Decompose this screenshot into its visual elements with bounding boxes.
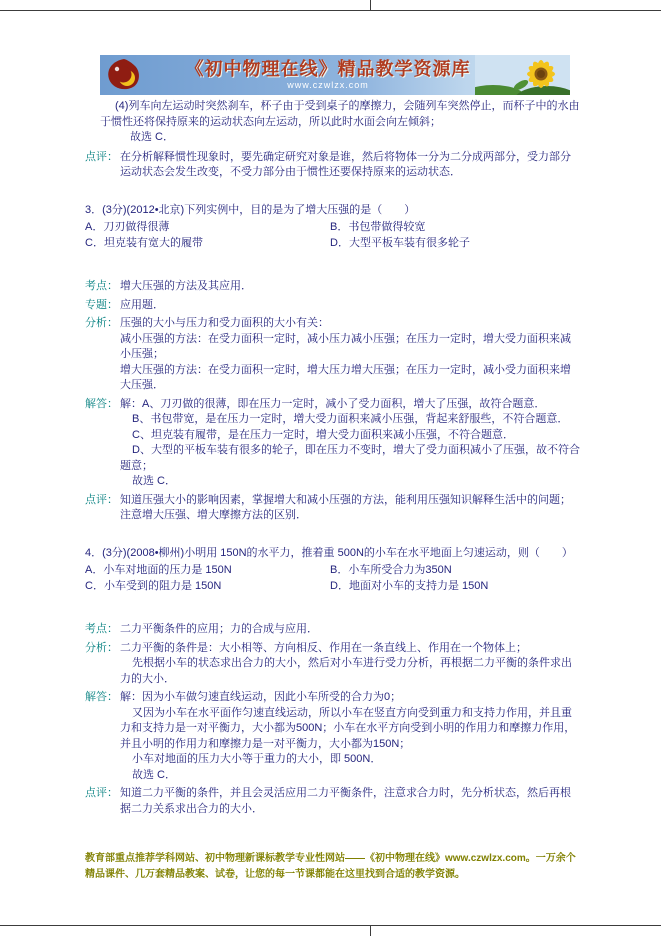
q3-zhuanti-block [85, 298, 580, 314]
text-line: 解：A、刀刃做的很薄，即在压力一定时，减小了受力面积，增大了压强，故符合题意． [120, 397, 546, 410]
label-jieda: 解答： [85, 397, 118, 410]
q4-kaodian-block [85, 622, 580, 638]
banner-title: 《初中物理在线》精品教学资源库 [185, 59, 471, 79]
label-dianping: 点评： [85, 787, 118, 799]
jieda-text [120, 690, 580, 783]
label-kaodian: 考点： [85, 280, 118, 292]
label-zhuanti: 专题： [85, 298, 118, 311]
previous-answer-continuation [85, 99, 580, 146]
q3-dianping-block [85, 493, 580, 524]
label-fenxi: 分析： [85, 317, 118, 329]
q3-kaodian-block [85, 279, 580, 295]
text-line: 压强的大小与压力和受力面积的大小有关： [120, 317, 329, 329]
option-a: A．刀刃做得很薄 [85, 221, 170, 233]
document-content [85, 99, 580, 820]
question-3-stem: 3．(3分)(2012•北京)下列实例中，目的是为了增大压强的是（ ） [85, 203, 416, 216]
q4-jieda-block [85, 690, 580, 783]
dianping-text: 知道压强大小的影响因素，掌握增大和减小压强的方法，能利用压强知识解释生活中的问题；注意增大压强、增大摩擦方法的区别． [120, 493, 571, 521]
label-fenxi: 分析： [85, 641, 118, 654]
comment-block-prev [85, 150, 580, 181]
banner-url-link[interactable]: www.czwlzx.com [287, 80, 369, 90]
text-line: D、大型的平板车装有很多的轮子，即在压力不变时，增大了受力面积减小了压强，故不符合题意； [120, 444, 580, 472]
option-b: B．书包带做得较宽 [330, 221, 426, 233]
option-a: A．小车对地面的压力是 150N [85, 564, 232, 576]
text-line: 小车对地面的压力大小等于重力的大小，即 500N． [132, 753, 382, 765]
option-c: C．小车受到的阻力是 150N [85, 579, 222, 592]
text-line: 又因为小车在水平面作匀速直线运动，所以小车在竖直方向受到重力和支持力作用，并且重力和支持力是一对平衡力，大小都为500N；小车在水平方向受到小明的作用力和摩擦力作用，并且小明的作用力和摩擦力是一对平衡力，大小都为150N； [120, 706, 576, 750]
q3-fenxi-block [85, 316, 580, 394]
q4-dianping-block [85, 786, 580, 817]
bottom-center-tick [370, 925, 371, 936]
label-dianping: 点评： [85, 150, 118, 163]
q3-jieda-block [85, 397, 580, 490]
site-banner [100, 55, 570, 95]
question-3-options-row-1 [85, 220, 580, 236]
dianping-text: 知道二力平衡的条件，并且会灵活应用二力平衡条件，注意求合力时，先分析状态，然后再根据二力关系求出合力的大小． [120, 787, 571, 815]
text-line: 增大压强的方法：在受力面积一定时，增大压力增大压强；在压力一定时，减小受力面积来增大压强． [120, 363, 571, 391]
text-line: 解：因为小车做匀速直线运动，因此小车所受的合力为0； [120, 691, 402, 703]
site-logo [100, 58, 146, 92]
zhuanti-text: 应用题． [120, 298, 164, 311]
text-line: (4)列车向左运动时突然刹车，杯子由于受到桌子的摩擦力，会随列车突然停止，而杯子中的水由于惯性还将保持原来的运动状态向左运动，所以此时水面会向左倾斜； [100, 100, 580, 128]
top-center-tick [370, 0, 371, 10]
text-line: 减小压强的方法：在受力面积一定时，减小压力减小压强；在压力一定时，增大受力面积来减小压强； [120, 332, 571, 360]
q4-fenxi-block [85, 641, 580, 688]
kaodian-text: 二力平衡条件的应用；力的合成与应用． [120, 623, 318, 635]
option-b: B．小车所受合力为350N [330, 564, 452, 576]
question-4-options-row-1 [85, 563, 580, 579]
question-3-options-row-2 [85, 236, 580, 252]
text-line: 二力平衡的条件是：大小相等、方向相反、作用在一条直线上、作用在一个物体上； [120, 641, 527, 654]
footer-text: 教育部重点推荐学科网站、初中物理新课标教学专业性网站——《初中物理在线》www.czwlzx.com。一万余个精品课件、几万套精品教案、试卷，让您的每一节课都能在这里找到合适的教学资源。 [85, 853, 576, 880]
top-border-line [0, 10, 661, 11]
option-d: D．地面对小车的支持力是 150N [330, 579, 489, 592]
comment-text: 在分析解释惯性现象时，要先确定研究对象是谁，然后将物体一分为二分成两部分，受力部分运动状态会发生改变，不受力部分由于惯性还要保持原来的运动状态． [120, 150, 571, 178]
flame-logo-icon [104, 58, 142, 92]
label-kaodian: 考点： [85, 623, 118, 635]
answer-choice-line: 故选 C． [132, 475, 176, 487]
option-d: D．大型平板车装有很多轮子 [330, 236, 470, 249]
bottom-border-line [0, 925, 661, 926]
label-dianping: 点评： [85, 493, 118, 506]
question-4-stem: 4．(3分)(2008•柳州)小明用 150N的水平力，推着重 500N的小车在水平地面上匀速运动，则（ ） [85, 546, 573, 559]
jieda-text [120, 397, 580, 490]
answer-choice-line: 故选 C． [132, 768, 176, 781]
option-c: C．坦克装有宽大的履带 [85, 236, 203, 249]
text-line: C、坦克装有履带，是在压力一定时，增大受力面积来减小压强，不符合题意． [132, 428, 514, 441]
sunflower-icon [475, 55, 570, 95]
fenxi-text [120, 316, 580, 394]
text-line: 先根据小车的状态求出合力的大小，然后对小车进行受力分析，再根据二力平衡的条件求出力的大小． [120, 657, 572, 685]
kaodian-text: 增大压强的方法及其应用． [120, 280, 252, 292]
label-jieda: 解答： [85, 691, 118, 703]
text-line: B、书包带宽，是在压力一定时，增大受力面积来减小压强，背起来舒服些，不符合题意． [132, 413, 569, 425]
fenxi-text [120, 641, 580, 688]
answer-choice-line: 故选 C． [130, 131, 174, 143]
question-4-options-row-2 [85, 579, 580, 595]
